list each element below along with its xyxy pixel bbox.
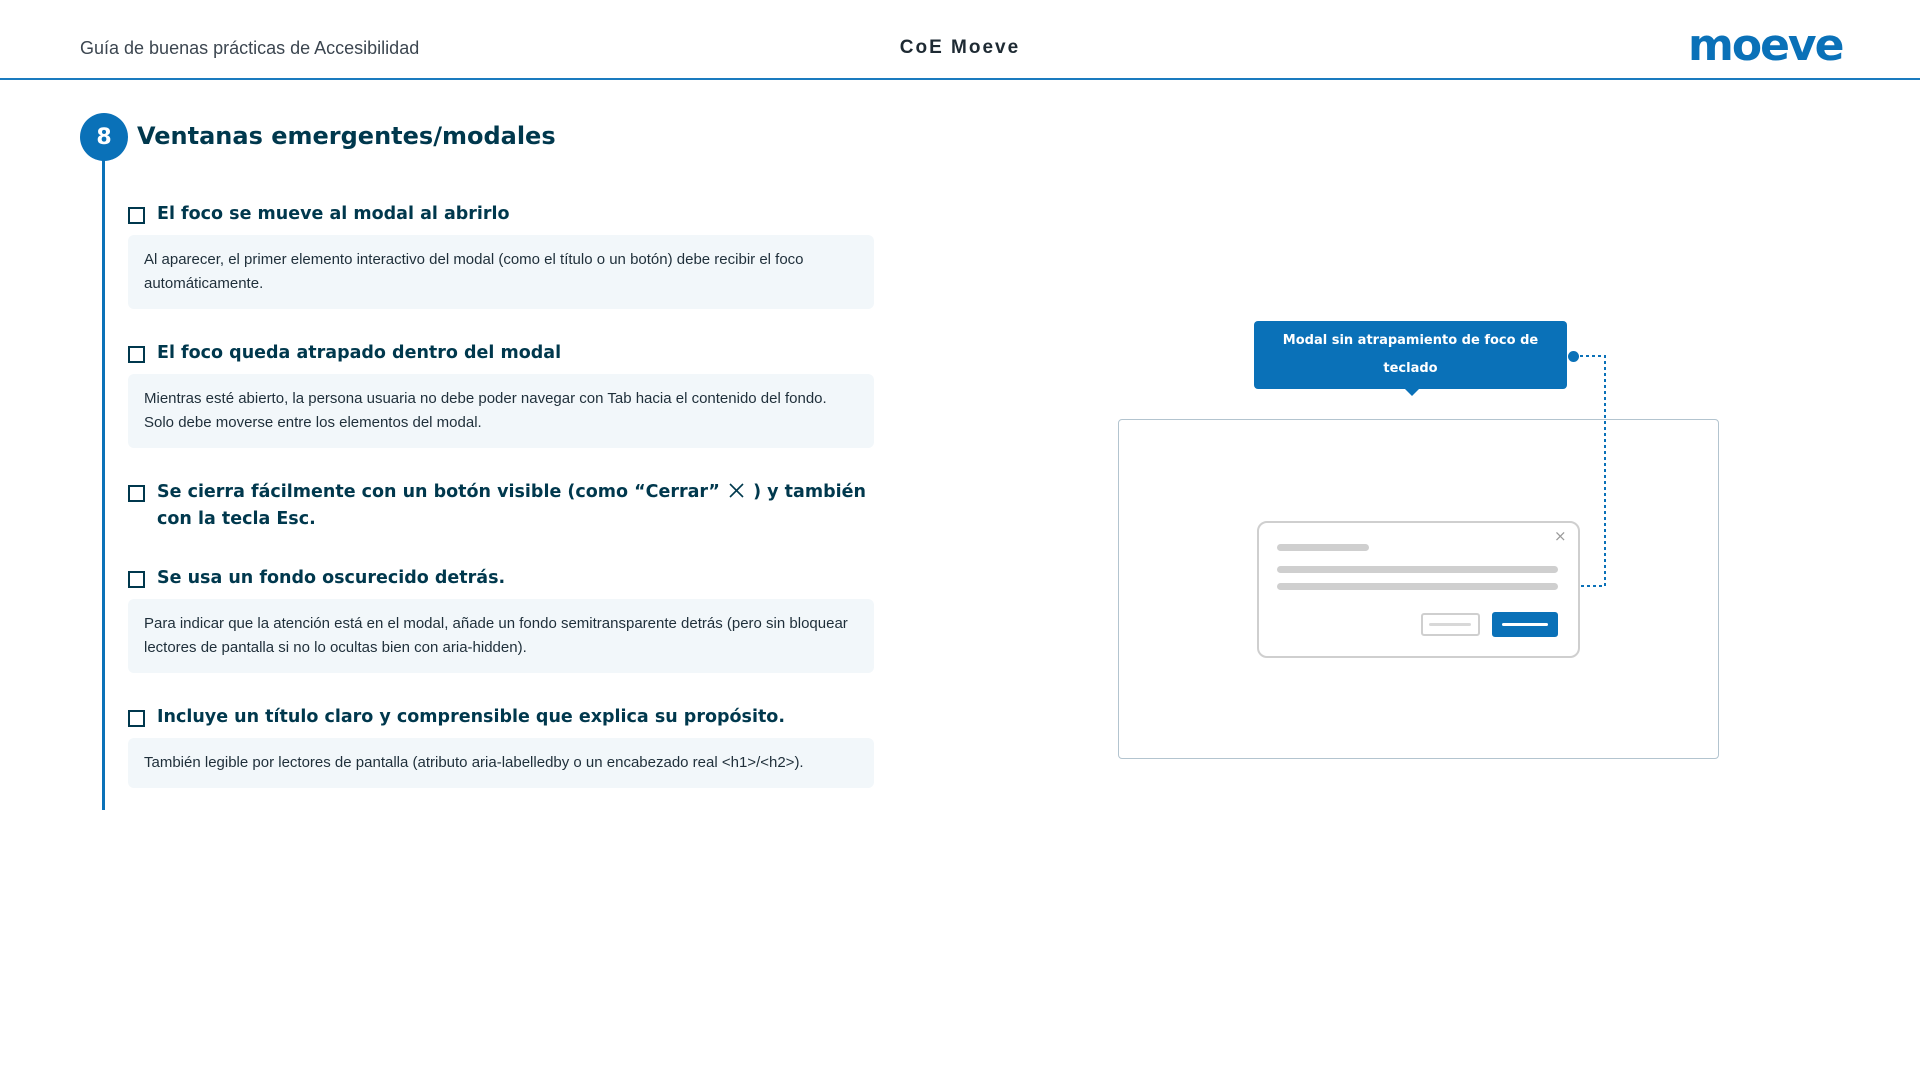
checklist-item-title: Se usa un fondo oscurecido detrás. bbox=[157, 568, 506, 588]
page-header bbox=[0, 0, 1920, 80]
button-label-placeholder bbox=[1429, 623, 1471, 626]
checklist-item-title: El foco queda atrapado dentro del modal bbox=[157, 343, 562, 363]
checklist-item-description: También legible por lectores de pantalla (atributo aria-labelledby o un encabezado real <h1>/<h2>). bbox=[128, 738, 874, 788]
checkbox[interactable] bbox=[128, 710, 145, 727]
modal-title-placeholder bbox=[1277, 544, 1369, 551]
modal-text-placeholder bbox=[1277, 566, 1558, 573]
checklist-item-close-easily bbox=[128, 482, 874, 533]
checklist-item-description: Mientras esté abierto, la persona usuaria no debe poder navegar con Tab hacia el contenido del fondo. Solo debe moverse entre los elementos del modal. bbox=[128, 374, 874, 448]
checklist-item-title: El foco se mueve al modal al abrirlo bbox=[157, 204, 510, 224]
modal-text-placeholder bbox=[1277, 583, 1558, 590]
checklist-item-clear-title bbox=[128, 707, 874, 788]
checklist-item-description: Al aparecer, el primer elemento interactivo del modal (como el título o un botón) debe recibir el foco automáticamente. bbox=[128, 235, 874, 309]
moeve-logo: moeve bbox=[1688, 20, 1843, 71]
checklist-item-focus-trapped bbox=[128, 343, 874, 448]
modal-close-icon: × bbox=[1554, 527, 1567, 545]
section-number-badge: 8 bbox=[80, 113, 128, 161]
connector-dot bbox=[1568, 351, 1579, 362]
illustration-tooltip bbox=[1254, 321, 1567, 404]
close-x-icon bbox=[728, 482, 745, 499]
section-title: Ventanas emergentes/modales bbox=[137, 122, 556, 150]
checklist-item-title bbox=[157, 479, 869, 533]
tooltip-line-2: (se debe cerrar con la tecla esc) bbox=[1292, 389, 1529, 404]
checkbox[interactable] bbox=[128, 207, 145, 224]
checkbox[interactable] bbox=[128, 485, 145, 502]
checkbox[interactable] bbox=[128, 571, 145, 588]
connector-dotted-line bbox=[1570, 350, 1610, 600]
button-label-placeholder bbox=[1502, 623, 1548, 626]
checkbox[interactable] bbox=[128, 346, 145, 363]
header-center-label: CoE Moeve bbox=[899, 37, 1021, 58]
checklist-item-dark-backdrop bbox=[128, 568, 874, 673]
title-part-before: Se cierra fácilmente con un botón visible (como “Cerrar” bbox=[157, 482, 720, 502]
document-title: Guía de buenas prácticas de Accesibilidad bbox=[80, 38, 420, 58]
checklist-item-focus-moves bbox=[128, 204, 874, 309]
checklist-item-description: Para indicar que la atención está en el modal, añade un fondo semitransparente detrás (pero sin bloquear lectores de pantalla si no lo ocultas bien con aria-hidden). bbox=[128, 599, 874, 673]
tooltip-line-1: Modal sin atrapamiento de foco de teclado bbox=[1282, 333, 1539, 376]
title-part-after: ) y también con la tecla Esc. bbox=[157, 482, 866, 529]
section-timeline-line bbox=[102, 160, 105, 810]
tooltip-pointer bbox=[1404, 388, 1420, 396]
checklist-item-title: Incluye un título claro y comprensible que explica su propósito. bbox=[157, 707, 785, 727]
